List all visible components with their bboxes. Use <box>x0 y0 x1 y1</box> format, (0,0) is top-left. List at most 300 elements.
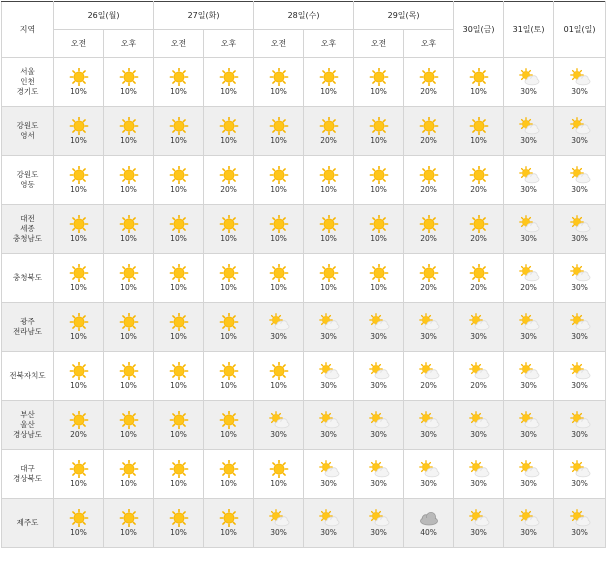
sunny-icon <box>68 313 90 331</box>
region-name-line: 전북자치도 <box>9 371 46 380</box>
region-name-line: 영서 <box>20 131 35 140</box>
forecast-cell <box>454 107 504 156</box>
forecast-cell <box>204 58 254 107</box>
precip-probability: 30% <box>320 381 337 390</box>
forecast-cell <box>254 156 304 205</box>
sunny-icon <box>68 460 90 478</box>
sunny-icon <box>268 264 290 282</box>
table-row <box>2 58 606 107</box>
sunny-icon <box>118 509 140 527</box>
forecast-cell <box>504 303 554 352</box>
sunny-icon <box>218 166 240 184</box>
precip-probability: 10% <box>270 136 287 145</box>
sunny-icon <box>68 117 90 135</box>
forecast-cell <box>254 401 304 450</box>
precip-probability: 20% <box>320 136 337 145</box>
forecast-cell <box>404 352 454 401</box>
precip-probability: 30% <box>270 332 287 341</box>
precip-probability: 30% <box>520 234 537 243</box>
forecast-cell <box>54 499 104 548</box>
region-name-line: 서울 <box>20 67 35 76</box>
partly-cloudy-icon <box>518 509 540 527</box>
forecast-cell <box>404 303 454 352</box>
precip-probability: 20% <box>470 185 487 194</box>
forecast-cell <box>254 499 304 548</box>
forecast-cell <box>254 107 304 156</box>
sunny-icon <box>68 411 90 429</box>
forecast-cell <box>504 58 554 107</box>
precip-probability: 30% <box>571 528 588 537</box>
sunny-icon <box>468 68 490 86</box>
partly-cloudy-icon <box>468 362 490 380</box>
table-row <box>2 254 606 303</box>
precip-probability: 10% <box>220 136 237 145</box>
partly-cloudy-icon <box>569 215 591 233</box>
forecast-cell <box>154 352 204 401</box>
sunny-icon <box>368 166 390 184</box>
forecast-cell <box>154 58 204 107</box>
partly-cloudy-icon <box>318 460 340 478</box>
partly-cloudy-icon <box>318 362 340 380</box>
am-header: 오전 <box>254 30 304 58</box>
precip-probability: 30% <box>520 87 537 96</box>
am-header: 오전 <box>54 30 104 58</box>
precip-probability: 20% <box>470 234 487 243</box>
partly-cloudy-icon <box>518 68 540 86</box>
day-header: 28일(수) <box>254 2 354 30</box>
table-header <box>2 2 606 58</box>
forecast-cell <box>354 205 404 254</box>
forecast-cell <box>204 499 254 548</box>
precip-probability: 10% <box>70 283 87 292</box>
sunny-icon <box>168 215 190 233</box>
precip-probability: 20% <box>70 430 87 439</box>
forecast-cell <box>104 499 154 548</box>
weather-forecast-table <box>1 1 606 548</box>
sunny-icon <box>318 166 340 184</box>
sunny-icon <box>168 362 190 380</box>
forecast-cell <box>554 156 606 205</box>
forecast-cell <box>154 303 204 352</box>
sunny-icon <box>318 264 340 282</box>
forecast-cell <box>454 58 504 107</box>
day-header: 29일(목) <box>354 2 454 30</box>
table-row <box>2 352 606 401</box>
precip-probability: 30% <box>470 479 487 488</box>
precip-probability: 10% <box>170 234 187 243</box>
partly-cloudy-icon <box>418 313 440 331</box>
forecast-cell <box>54 450 104 499</box>
forecast-cell <box>54 156 104 205</box>
pm-header: 오후 <box>304 30 354 58</box>
sunny-icon <box>218 362 240 380</box>
sunny-icon <box>218 215 240 233</box>
partly-cloudy-icon <box>468 411 490 429</box>
region-cell <box>2 450 54 499</box>
precip-probability: 20% <box>420 185 437 194</box>
region-name-line: 전라남도 <box>13 327 42 336</box>
sunny-icon <box>168 264 190 282</box>
partly-cloudy-icon <box>569 411 591 429</box>
region-name-line: 제주도 <box>16 518 39 527</box>
partly-cloudy-icon <box>569 68 591 86</box>
precip-probability: 10% <box>120 430 137 439</box>
precip-probability: 10% <box>370 87 387 96</box>
sunny-icon <box>268 362 290 380</box>
precip-probability: 10% <box>170 430 187 439</box>
precip-probability: 30% <box>571 430 588 439</box>
partly-cloudy-icon <box>468 460 490 478</box>
forecast-cell <box>204 303 254 352</box>
forecast-cell <box>504 352 554 401</box>
forecast-cell <box>304 450 354 499</box>
partly-cloudy-icon <box>268 313 290 331</box>
forecast-cell <box>304 107 354 156</box>
precip-probability: 30% <box>370 479 387 488</box>
partly-cloudy-icon <box>569 313 591 331</box>
forecast-cell <box>354 499 404 548</box>
sunny-icon <box>218 117 240 135</box>
region-name-line: 강원도 <box>16 121 39 130</box>
forecast-cell <box>554 401 606 450</box>
precip-probability: 10% <box>270 381 287 390</box>
forecast-cell <box>454 254 504 303</box>
precip-probability: 10% <box>320 87 337 96</box>
precip-probability: 10% <box>170 136 187 145</box>
forecast-cell <box>354 303 404 352</box>
partly-cloudy-icon <box>418 460 440 478</box>
precip-probability: 30% <box>270 528 287 537</box>
sunny-icon <box>418 215 440 233</box>
sunny-icon <box>318 68 340 86</box>
partly-cloudy-icon <box>518 117 540 135</box>
forecast-cell <box>454 205 504 254</box>
forecast-cell <box>504 156 554 205</box>
forecast-cell <box>504 107 554 156</box>
region-name-line: 경상북도 <box>13 474 42 483</box>
forecast-cell <box>454 401 504 450</box>
partly-cloudy-icon <box>368 313 390 331</box>
partly-cloudy-icon <box>468 509 490 527</box>
day-header: 26일(월) <box>54 2 154 30</box>
forecast-cell <box>454 156 504 205</box>
sunny-icon <box>368 264 390 282</box>
forecast-cell <box>154 401 204 450</box>
precip-probability: 30% <box>571 283 588 292</box>
precip-probability: 20% <box>420 234 437 243</box>
forecast-cell <box>304 58 354 107</box>
sunny-icon <box>118 68 140 86</box>
forecast-cell <box>104 107 154 156</box>
forecast-cell <box>454 499 504 548</box>
pm-header: 오후 <box>404 30 454 58</box>
partly-cloudy-icon <box>569 362 591 380</box>
partly-cloudy-icon <box>569 166 591 184</box>
precip-probability: 10% <box>370 136 387 145</box>
sunny-icon <box>268 215 290 233</box>
precip-probability: 30% <box>520 136 537 145</box>
sunny-icon <box>118 117 140 135</box>
region-cell <box>2 352 54 401</box>
sunny-icon <box>418 68 440 86</box>
sunny-icon <box>118 411 140 429</box>
region-name-line: 부산 <box>20 410 35 419</box>
region-column-header: 지역 <box>2 2 54 58</box>
forecast-cell <box>304 254 354 303</box>
region-name-line: 광주 <box>20 317 35 326</box>
partly-cloudy-icon <box>518 215 540 233</box>
table-row <box>2 450 606 499</box>
forecast-cell <box>54 352 104 401</box>
forecast-cell <box>154 205 204 254</box>
precip-probability: 30% <box>571 234 588 243</box>
am-header: 오전 <box>154 30 204 58</box>
precip-probability: 10% <box>170 332 187 341</box>
precip-probability: 10% <box>220 283 237 292</box>
precip-probability: 30% <box>370 381 387 390</box>
precip-probability: 10% <box>220 234 237 243</box>
region-name-line: 대전 <box>20 214 35 223</box>
sunny-icon <box>318 117 340 135</box>
day-header: 27일(화) <box>154 2 254 30</box>
region-name-line: 충청남도 <box>13 234 42 243</box>
precip-probability: 30% <box>320 430 337 439</box>
forecast-cell <box>404 107 454 156</box>
precip-probability: 10% <box>220 479 237 488</box>
forecast-cell <box>354 450 404 499</box>
precip-probability: 10% <box>70 234 87 243</box>
forecast-cell <box>554 303 606 352</box>
sunny-icon <box>468 117 490 135</box>
forecast-cell <box>54 205 104 254</box>
precip-probability: 30% <box>520 381 537 390</box>
forecast-cell <box>204 156 254 205</box>
table-body <box>2 58 606 548</box>
precip-probability: 10% <box>220 528 237 537</box>
forecast-cell <box>354 254 404 303</box>
sunny-icon <box>468 264 490 282</box>
sunny-icon <box>168 68 190 86</box>
sunny-icon <box>468 215 490 233</box>
precip-probability: 10% <box>270 234 287 243</box>
sunny-icon <box>218 264 240 282</box>
cloudy-icon <box>418 509 440 527</box>
sunny-icon <box>168 509 190 527</box>
forecast-cell <box>504 450 554 499</box>
forecast-cell <box>354 401 404 450</box>
precip-probability: 10% <box>270 479 287 488</box>
forecast-cell <box>404 450 454 499</box>
precip-probability: 10% <box>70 381 87 390</box>
region-cell <box>2 401 54 450</box>
partly-cloudy-icon <box>418 411 440 429</box>
forecast-cell <box>504 401 554 450</box>
sunny-icon <box>168 166 190 184</box>
forecast-cell <box>554 450 606 499</box>
precip-probability: 10% <box>120 234 137 243</box>
forecast-cell <box>254 352 304 401</box>
precip-probability: 10% <box>70 479 87 488</box>
precip-probability: 10% <box>270 185 287 194</box>
sunny-icon <box>118 215 140 233</box>
partly-cloudy-icon <box>518 460 540 478</box>
partly-cloudy-icon <box>318 509 340 527</box>
forecast-cell <box>254 303 304 352</box>
forecast-cell <box>104 401 154 450</box>
forecast-cell <box>154 450 204 499</box>
precip-probability: 10% <box>170 381 187 390</box>
partly-cloudy-icon <box>268 509 290 527</box>
sunny-icon <box>68 166 90 184</box>
sunny-icon <box>168 411 190 429</box>
precip-probability: 10% <box>220 87 237 96</box>
region-cell <box>2 499 54 548</box>
precip-probability: 20% <box>420 283 437 292</box>
precip-probability: 30% <box>320 479 337 488</box>
partly-cloudy-icon <box>318 313 340 331</box>
partly-cloudy-icon <box>418 362 440 380</box>
forecast-cell <box>454 450 504 499</box>
precip-probability: 30% <box>320 332 337 341</box>
precip-probability: 30% <box>520 479 537 488</box>
precip-probability: 30% <box>470 332 487 341</box>
sunny-icon <box>68 509 90 527</box>
sunny-icon <box>218 411 240 429</box>
forecast-cell <box>104 450 154 499</box>
forecast-cell <box>354 156 404 205</box>
precip-probability: 30% <box>370 430 387 439</box>
region-name-line: 충청북도 <box>13 273 42 282</box>
sunny-icon <box>68 215 90 233</box>
forecast-cell <box>554 352 606 401</box>
sunny-icon <box>418 117 440 135</box>
region-cell <box>2 58 54 107</box>
precip-probability: 10% <box>120 381 137 390</box>
table-row <box>2 205 606 254</box>
region-name-line: 세종 <box>20 224 35 233</box>
precip-probability: 10% <box>170 528 187 537</box>
sunny-icon <box>68 68 90 86</box>
partly-cloudy-icon <box>518 411 540 429</box>
forecast-cell <box>154 499 204 548</box>
forecast-cell <box>54 254 104 303</box>
table-row <box>2 401 606 450</box>
forecast-cell <box>404 401 454 450</box>
forecast-cell <box>104 352 154 401</box>
forecast-cell <box>404 205 454 254</box>
precip-probability: 30% <box>320 528 337 537</box>
precip-probability: 20% <box>520 283 537 292</box>
precip-probability: 10% <box>170 87 187 96</box>
partly-cloudy-icon <box>468 313 490 331</box>
precip-probability: 30% <box>571 381 588 390</box>
forecast-cell <box>254 450 304 499</box>
sunny-icon <box>418 166 440 184</box>
precip-probability: 10% <box>70 87 87 96</box>
table-row <box>2 107 606 156</box>
sunny-icon <box>218 68 240 86</box>
precip-probability: 30% <box>370 528 387 537</box>
forecast-cell <box>104 58 154 107</box>
precip-probability: 10% <box>170 479 187 488</box>
precip-probability: 10% <box>320 283 337 292</box>
region-cell <box>2 156 54 205</box>
precip-probability: 30% <box>520 528 537 537</box>
partly-cloudy-icon <box>569 264 591 282</box>
forecast-cell <box>104 156 154 205</box>
region-cell <box>2 254 54 303</box>
sunny-icon <box>268 68 290 86</box>
sunny-icon <box>468 166 490 184</box>
precip-probability: 10% <box>170 283 187 292</box>
pm-header: 오후 <box>104 30 154 58</box>
partly-cloudy-icon <box>318 411 340 429</box>
forecast-cell <box>304 499 354 548</box>
sunny-icon <box>268 460 290 478</box>
forecast-cell <box>204 352 254 401</box>
forecast-cell <box>504 205 554 254</box>
forecast-cell <box>204 205 254 254</box>
table-row <box>2 303 606 352</box>
partly-cloudy-icon <box>368 460 390 478</box>
forecast-cell <box>304 303 354 352</box>
forecast-cell <box>104 254 154 303</box>
region-cell <box>2 107 54 156</box>
forecast-cell <box>404 156 454 205</box>
precip-probability: 30% <box>470 528 487 537</box>
sunny-icon <box>418 264 440 282</box>
precip-probability: 10% <box>120 528 137 537</box>
precip-probability: 10% <box>170 185 187 194</box>
sunny-icon <box>318 215 340 233</box>
precip-probability: 30% <box>470 430 487 439</box>
forecast-cell <box>554 205 606 254</box>
region-name-line: 경기도 <box>16 87 39 96</box>
partly-cloudy-icon <box>569 509 591 527</box>
precip-probability: 30% <box>571 479 588 488</box>
precip-probability: 30% <box>571 185 588 194</box>
forecast-cell <box>54 303 104 352</box>
day-header: 30일(금) <box>454 2 504 58</box>
precip-probability: 10% <box>470 87 487 96</box>
forecast-cell <box>454 303 504 352</box>
precip-probability: 20% <box>420 381 437 390</box>
table-row <box>2 499 606 548</box>
forecast-cell <box>54 58 104 107</box>
sunny-icon <box>268 166 290 184</box>
precip-probability: 10% <box>120 283 137 292</box>
precip-probability: 10% <box>120 332 137 341</box>
forecast-cell <box>354 107 404 156</box>
forecast-cell <box>304 156 354 205</box>
sunny-icon <box>168 117 190 135</box>
forecast-cell <box>404 499 454 548</box>
forecast-cell <box>54 401 104 450</box>
sunny-icon <box>368 117 390 135</box>
sunny-icon <box>118 166 140 184</box>
precip-probability: 10% <box>220 430 237 439</box>
precip-probability: 10% <box>70 185 87 194</box>
forecast-cell <box>204 254 254 303</box>
precip-probability: 30% <box>520 430 537 439</box>
partly-cloudy-icon <box>518 166 540 184</box>
forecast-cell <box>104 205 154 254</box>
partly-cloudy-icon <box>518 362 540 380</box>
precip-probability: 40% <box>420 528 437 537</box>
forecast-cell <box>104 303 154 352</box>
region-name-line: 경상남도 <box>13 430 42 439</box>
forecast-cell <box>554 254 606 303</box>
